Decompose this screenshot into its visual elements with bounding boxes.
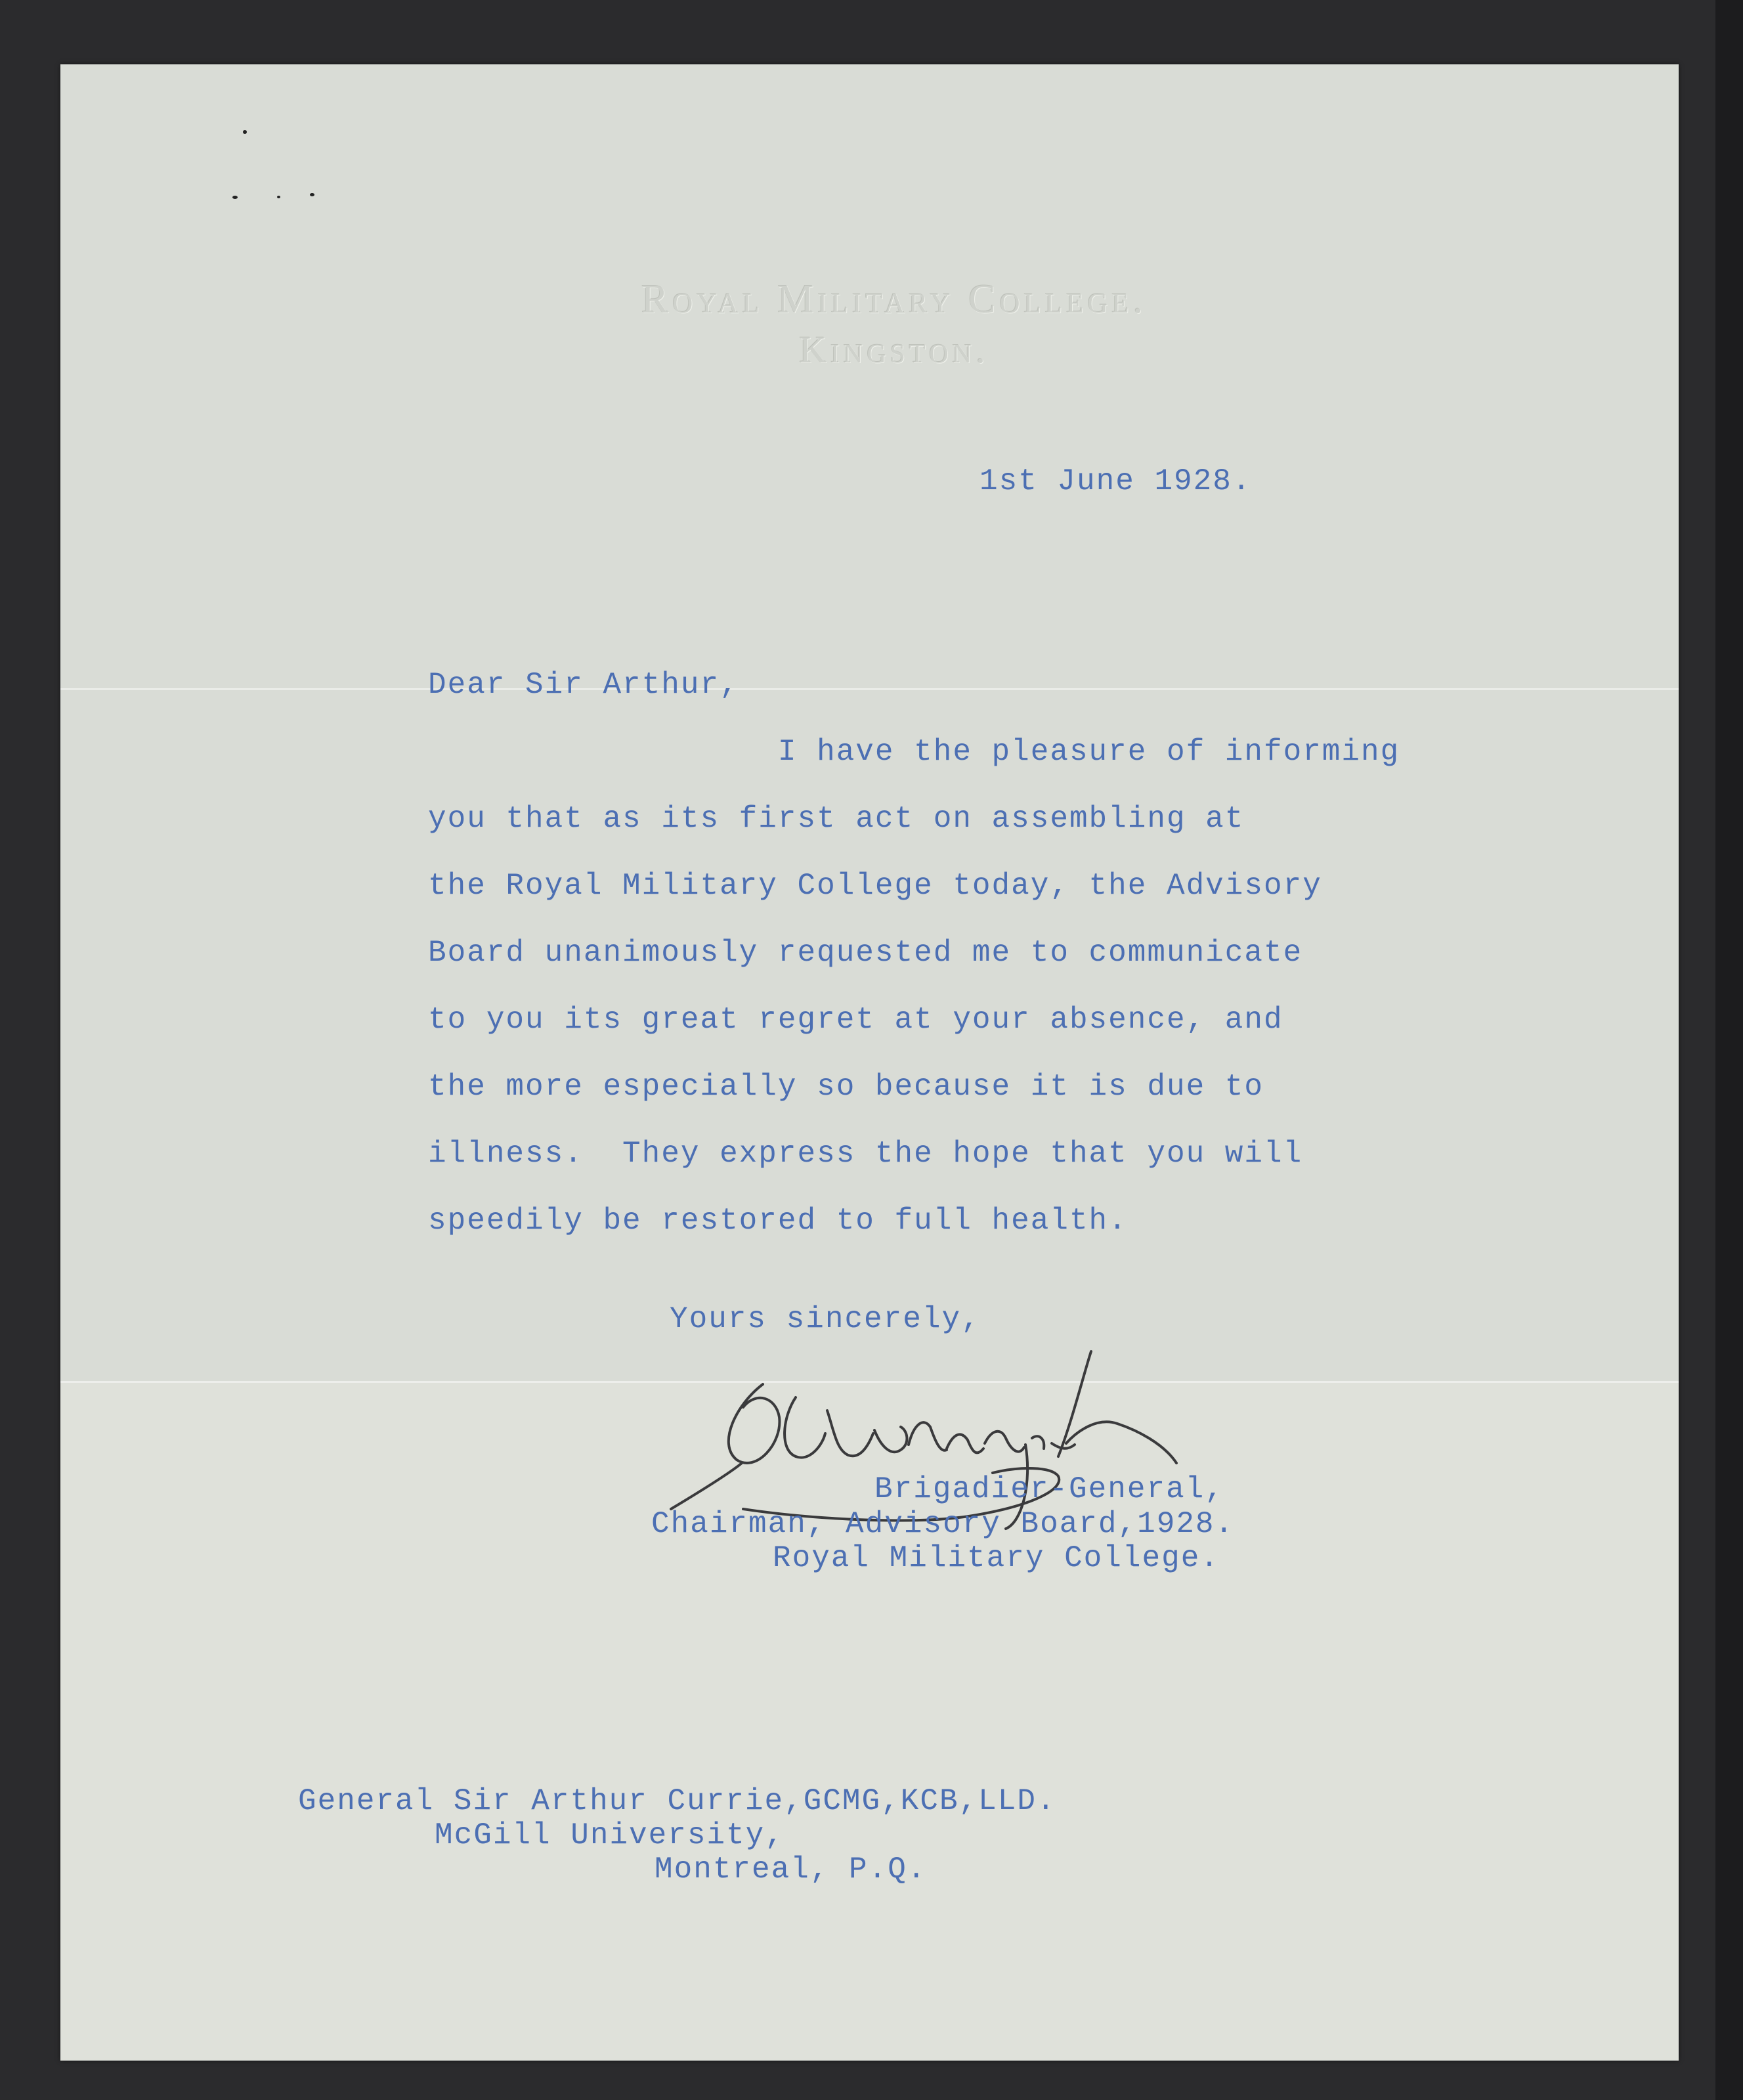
signatory-title: Chairman, Advisory Board,1928. — [651, 1507, 1235, 1541]
addressee-city: Montreal, P.Q. — [655, 1852, 927, 1887]
body-line: I have the pleasure of informing — [428, 735, 1400, 769]
signatory-institution: Royal Military College. — [773, 1541, 1220, 1575]
body-line: you that as its first act on assembling at — [428, 802, 1245, 836]
body-line: the more especially so because it is due to — [428, 1070, 1264, 1104]
salutation: Dear Sir Arthur, — [428, 668, 739, 702]
embossed-letterhead — [572, 273, 1216, 374]
paper-speck — [243, 130, 247, 134]
closing: Yours sincerely, — [670, 1302, 981, 1336]
body-line: to you its great regret at your absence, and — [428, 1003, 1283, 1037]
paper-speck — [310, 193, 314, 196]
body-line: Board unanimously requested me to communicate — [428, 936, 1303, 970]
letter-date: 1st June 1928. — [979, 464, 1252, 498]
fold-crease-upper — [60, 688, 1679, 690]
letter-page — [60, 64, 1679, 2061]
paper-speck — [277, 196, 280, 198]
signatory-rank: Brigadier-General, — [874, 1472, 1224, 1506]
addressee-institution: McGill University, — [435, 1818, 785, 1852]
body-line: illness. They express the hope that you will — [428, 1137, 1303, 1171]
body-line: speedily be restored to full health. — [428, 1204, 1128, 1238]
paper-speck — [232, 196, 238, 199]
letterhead-line-1: Royal Military College. — [641, 277, 1148, 322]
letterhead-line-2: Kingston. — [799, 328, 989, 371]
addressee-name: General Sir Arthur Currie,GCMG,KCB,LLD. — [298, 1784, 1056, 1818]
backdrop-edge — [1715, 0, 1743, 2100]
body-line: the Royal Military College today, the Advisory — [428, 869, 1322, 903]
